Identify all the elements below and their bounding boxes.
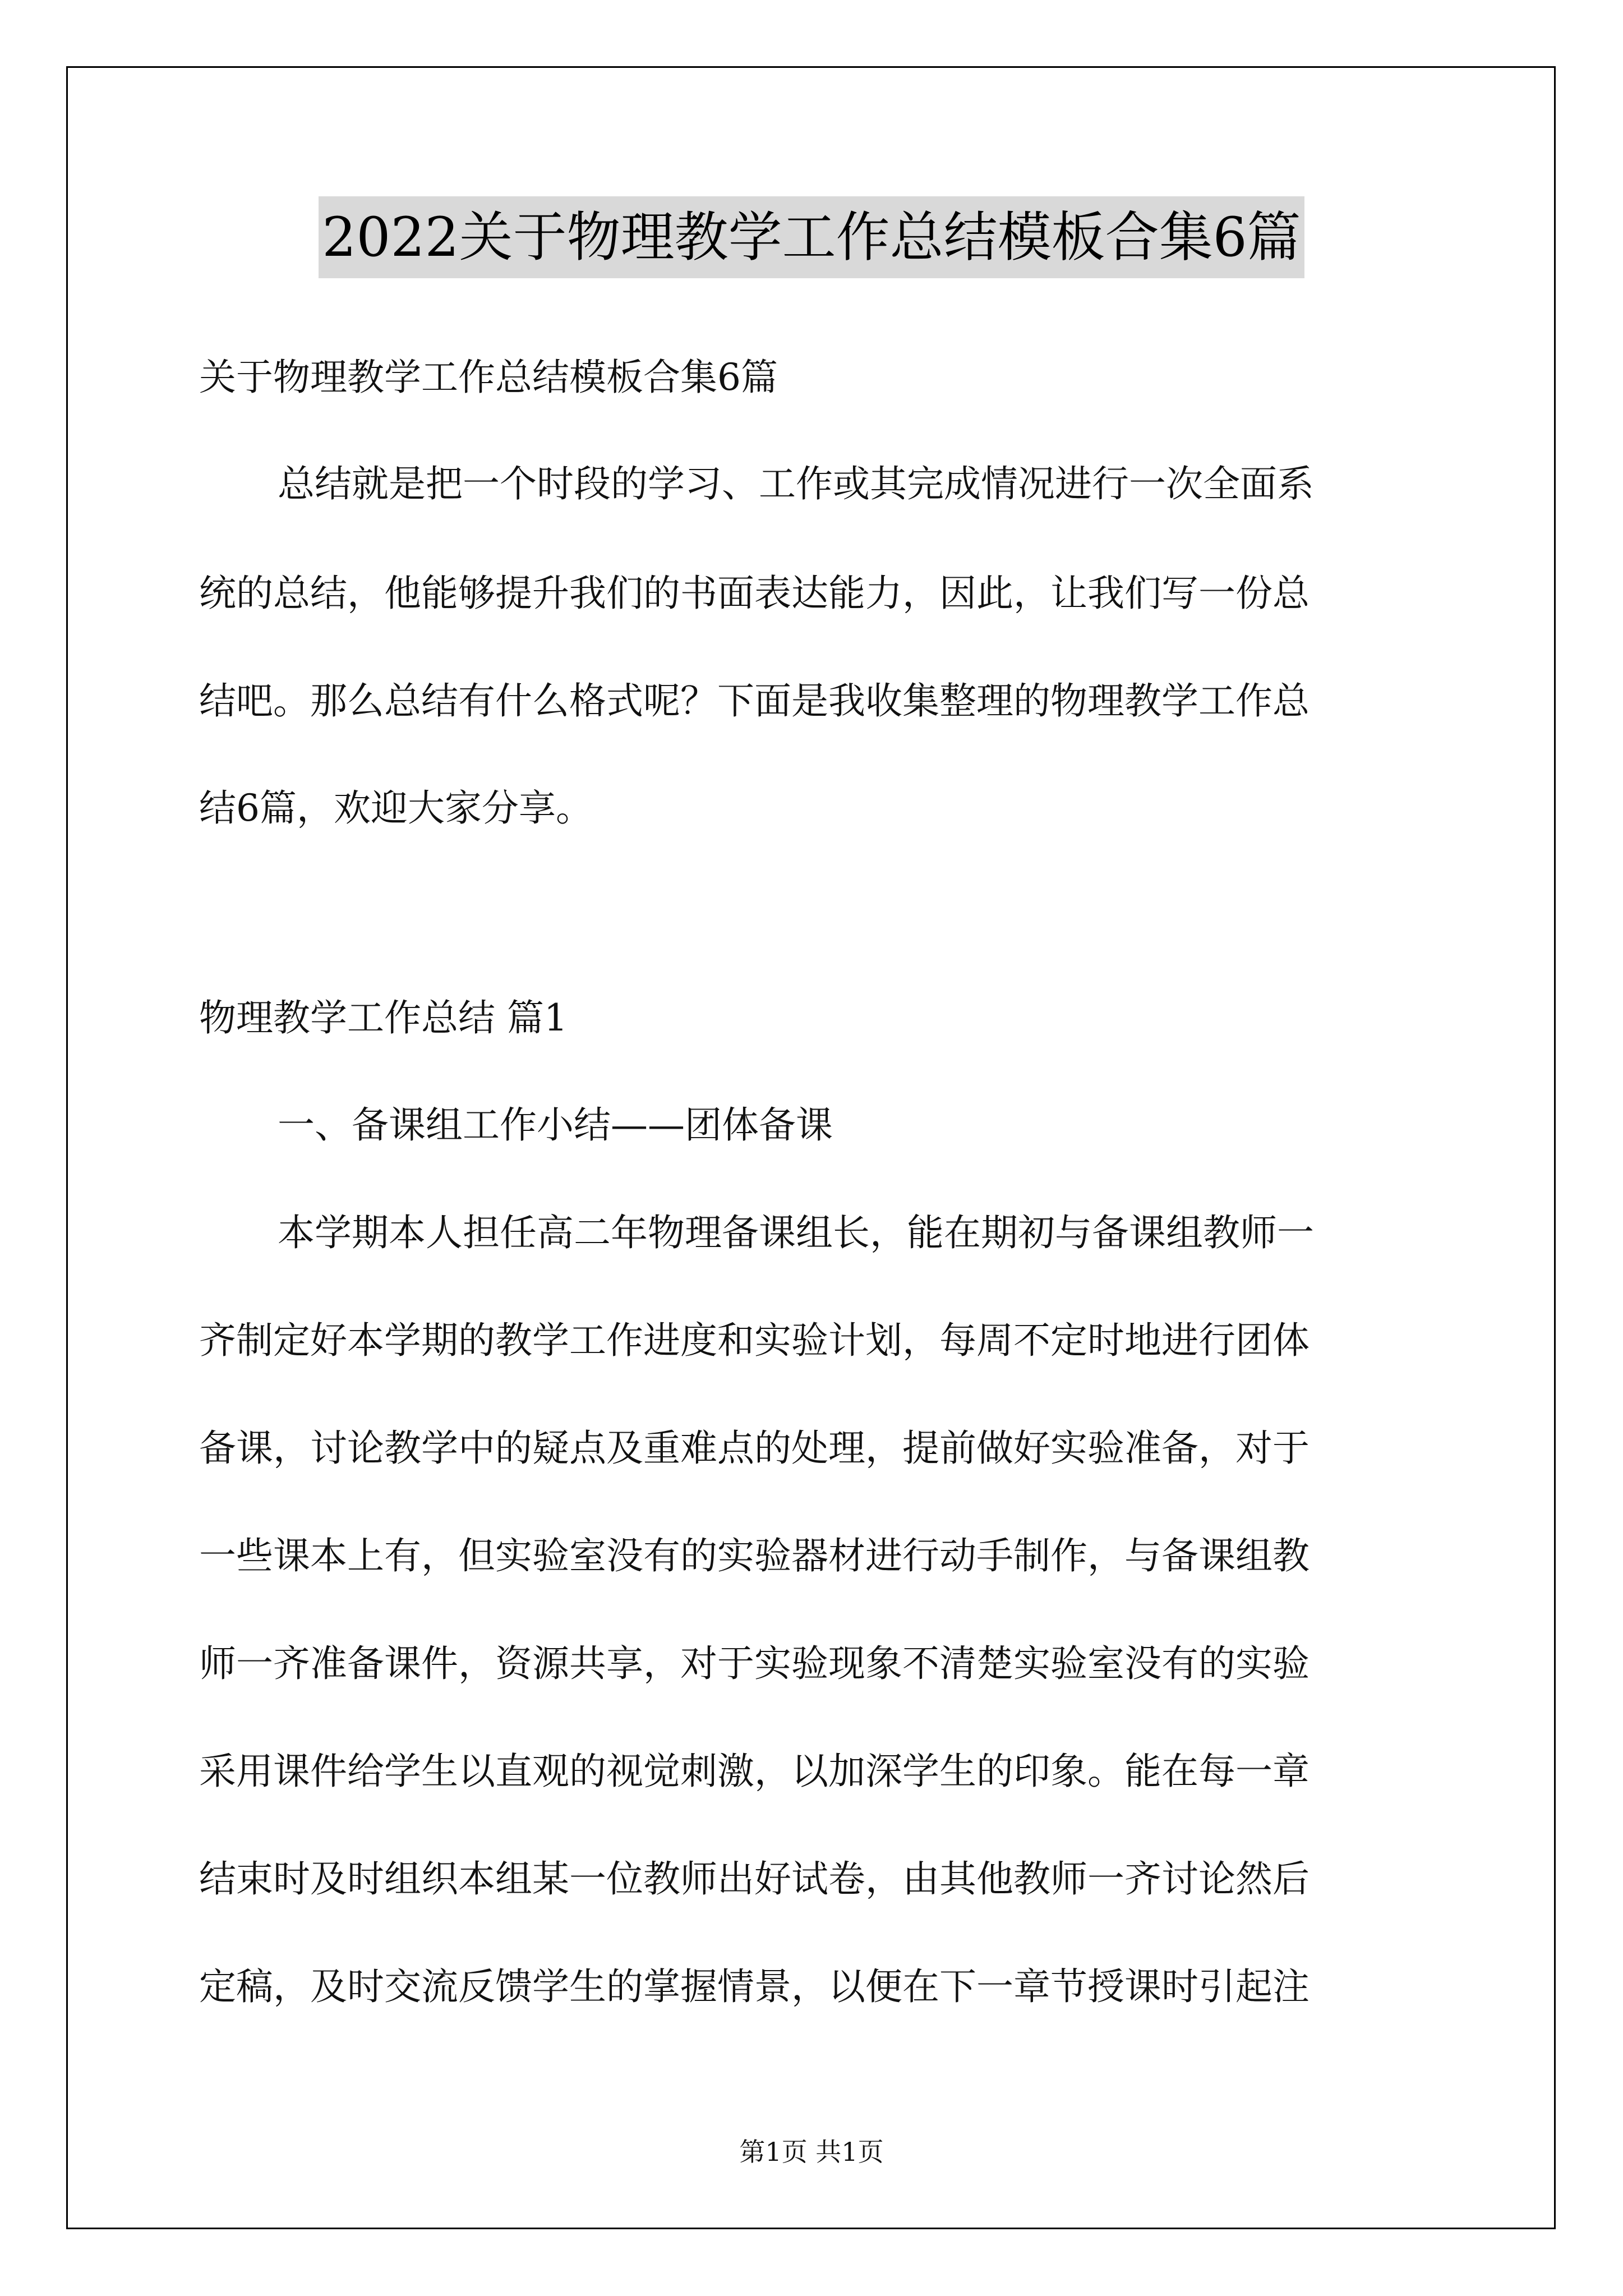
body-line-5: 师一齐准备课件，资源共享，对于实验现象不清楚实验室没有的实验 [199,1642,1310,1685]
body-line-6: 采用课件给学生以直观的视觉刺激，以加深学生的印象。能在每一章 [199,1750,1310,1793]
body-line-8: 定稿，及时交流反馈学生的掌握情景，以便在下一章节授课时引起注 [199,1965,1310,2008]
subsection-heading: 一、备课组工作小结——团体备课 [278,1103,833,1147]
intro-line-3: 结吧。那么总结有什么格式呢？下面是我收集整理的物理教学工作总 [199,679,1310,723]
intro-line-4: 结6篇，欢迎大家分享。 [199,786,593,830]
title-container [0,196,1623,278]
body-line-7: 结束时及时组织本组某一位教师出好试卷，由其他教师一齐讨论然后 [199,1857,1310,1901]
body-line-4: 一些课本上有，但实验室没有的实验器材进行动手制作，与备课组教 [199,1534,1310,1577]
body-line-2: 齐制定好本学期的教学工作进度和实验计划，每周不定时地进行团体 [199,1319,1310,1362]
intro-line-1: 总结就是把一个时段的学习、工作或其完成情况进行一次全面系 [278,462,1314,505]
intro-line-2: 统的总结，他能够提升我们的书面表达能力，因此，让我们写一份总 [199,572,1310,615]
body-line-1: 本学期本人担任高二年物理备课组长，能在期初与备课组教师一 [278,1211,1314,1254]
subtitle: 关于物理教学工作总结模板合集6篇 [199,356,778,399]
body-line-3: 备课，讨论教学中的疑点及重难点的处理，提前做好实验准备，对于 [199,1427,1310,1470]
document-title: 2022关于物理教学工作总结模板合集6篇 [319,196,1304,278]
page-footer: 第1页 共1页 [739,2137,884,2167]
section-heading: 物理教学工作总结 篇1 [199,996,568,1039]
